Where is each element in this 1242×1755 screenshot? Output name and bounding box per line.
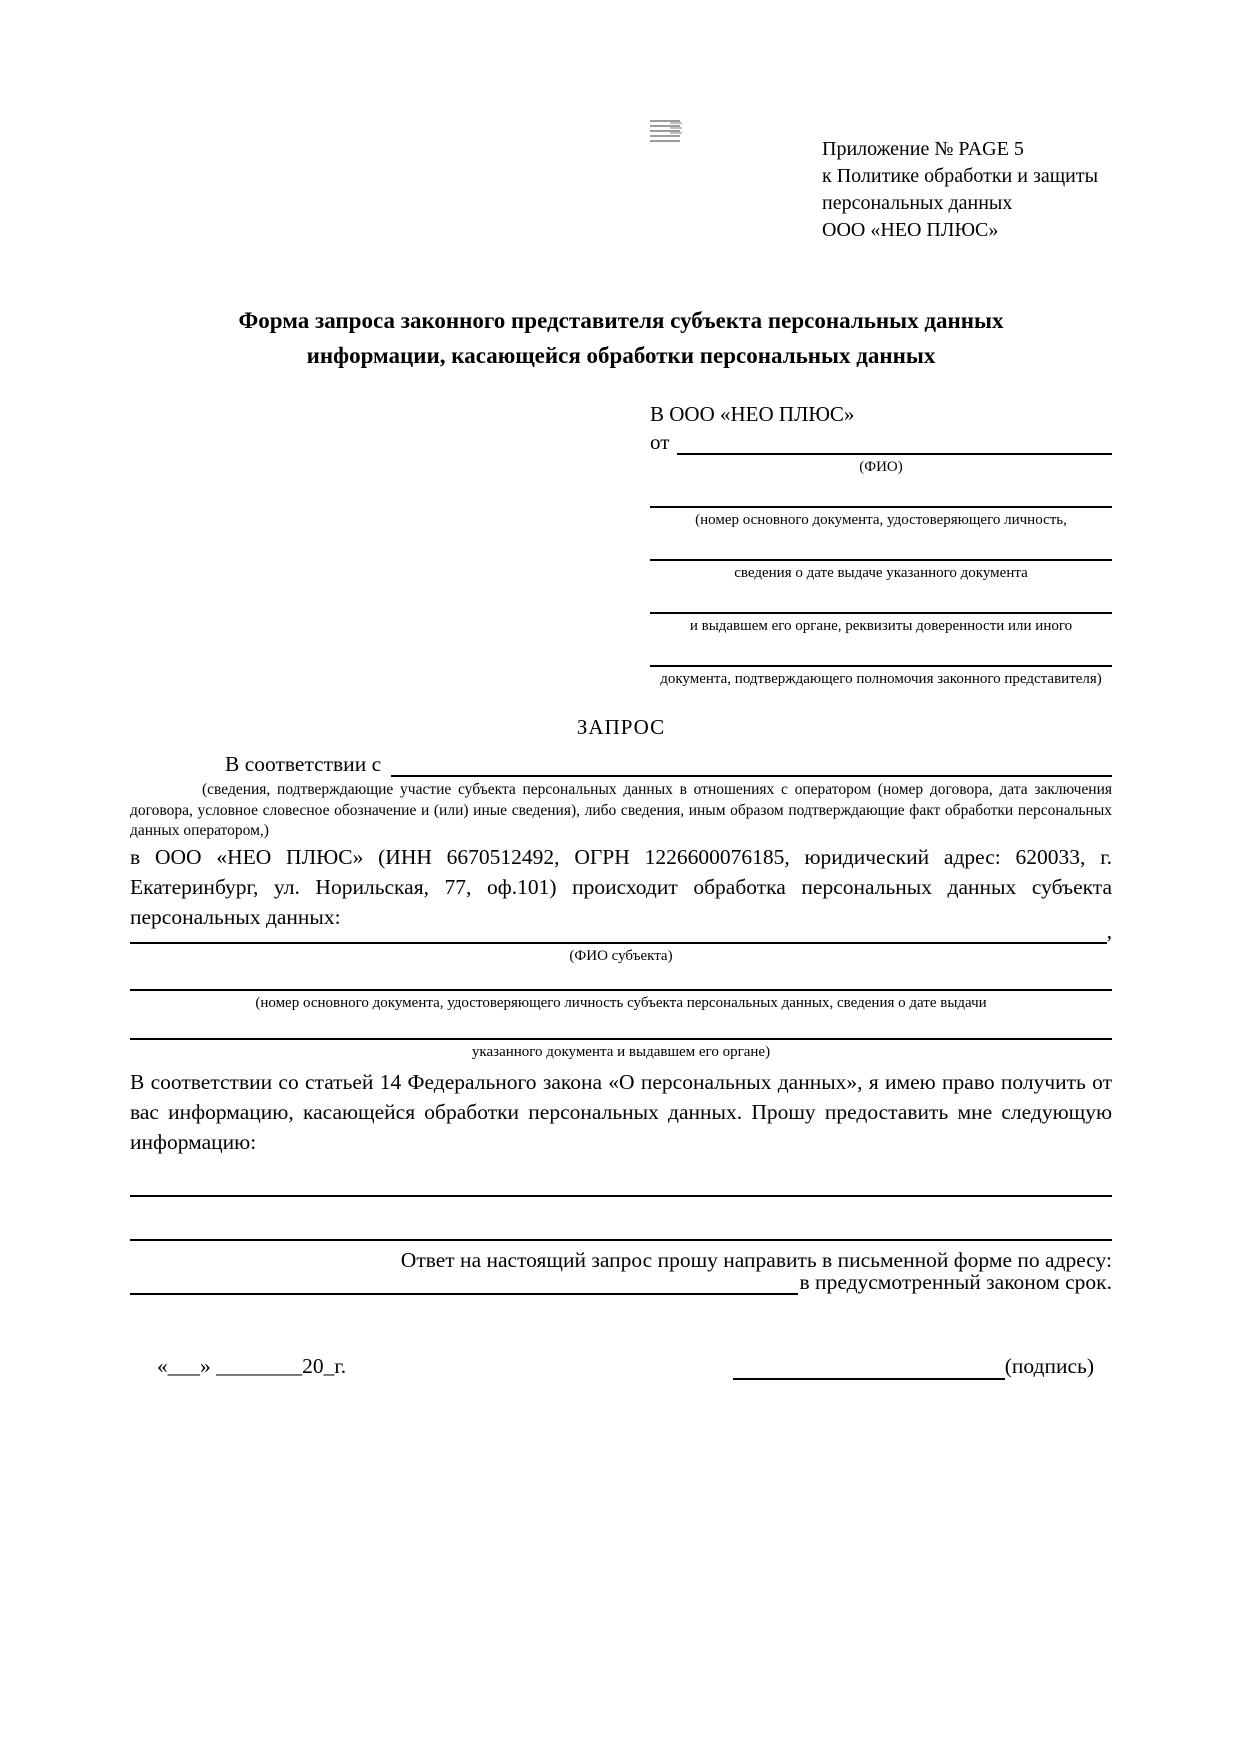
answer-instruction: Ответ на настоящий запрос прошу направить в письменной форме по адресу: [400,1247,1112,1272]
answer-address-row [130,1269,1112,1295]
subject-fio-caption: (ФИО субъекта) [569,947,673,964]
intro-label: В соответствии с [225,752,382,776]
addressee-block [650,400,1112,688]
representative-doc-caption-4: документа, подтверждающего полномочия законного представителя) [660,671,1102,687]
intro-row [130,752,1112,777]
fio-caption: (ФИО) [859,459,903,475]
representative-doc-caption-2: сведения о дате выдаче указанного документа [734,565,1028,581]
subject-fio-row [130,918,1112,944]
answer-address-blank[interactable] [130,1293,798,1295]
from-fio-blank[interactable] [677,453,1112,455]
signature-blank[interactable] [733,1356,1005,1380]
subject-doc-blank-1[interactable] [130,967,1112,991]
from-label: от [650,430,670,454]
representative-doc-caption-3: и выдавшем его органе, реквизиты доверенности или иного [689,618,1073,634]
answer-suffix: в предусмотренный законом срок. [799,1269,1112,1294]
subject-doc-caption-2: указанного документа и выдавшем его органе) [471,1043,771,1060]
representative-doc-blank-1[interactable] [650,484,1112,508]
representative-doc-blank-2[interactable] [650,537,1112,561]
date-field[interactable]: «___» ________20_г. [157,1354,347,1378]
from-row [650,431,1112,455]
requested-info-blank-2[interactable] [130,1215,1112,1241]
form-title-line-2: информации, касающейся обработки персональных данных [306,343,936,368]
header-note-line-3: персональных данных [822,192,1013,214]
form-title [130,303,1112,373]
basis-blank[interactable] [391,775,1112,777]
embedded-object-icon [650,120,680,143]
subject-doc-caption-1: (номер основного документа, удостоверяющего личность субъекта персональных данных, сведения о дате выдачи [255,994,987,1011]
law-paragraph: В соответствии со статьей 14 Федерального закона «О персональных данных», я имею право получить от вас информацию, касающейся обработки персональных данных. Прошу предоставить мне следующую информацию: [130,1069,1112,1154]
representative-doc-blank-3[interactable] [650,590,1112,614]
addressee-to: В ООО «НЕО ПЛЮС» [650,402,855,426]
basis-fine-print: (сведения, подтверждающие участие субъекта персональных данных в отношениях с оператором (номер договора, дата заключения договора, условное словесное обозначение и (или) иные сведения), либо сведения, иным образом подтверждающие факт обработки персональных данных оператором,) [130,781,1112,839]
request-heading: ЗАПРОС [576,715,666,739]
request-body [130,714,1112,1295]
form-title-line-1: Форма запроса законного представителя субъекта персональных данных [238,308,1004,333]
subject-doc-blank-2[interactable] [130,1012,1112,1040]
signature-caption: (подпись) [1004,1354,1094,1378]
header-note-line-1: Приложение № PAGE 5 [822,138,1024,160]
subject-fio-comma: , [1106,918,1112,943]
representative-doc-blank-4[interactable] [650,643,1112,667]
requested-info-blank-1[interactable] [130,1171,1112,1197]
header-note-line-4: ООО «НЕО ПЛЮС» [822,219,999,241]
representative-doc-caption-1: (номер основного документа, удостоверяющего личность, [695,512,1067,528]
header-note [822,136,1098,244]
operator-paragraph: в ООО «НЕО ПЛЮС» (ИНН 6670512492, ОГРН 1226600076185, юридический адрес: 620033, г. Екатеринбург, ул. Норильская, 77, оф.101) происходит обработка персональных данных субъекта персональных данных: [130,844,1112,929]
subject-fio-blank[interactable] [130,942,1107,944]
header-note-line-2: к Политике обработки и защиты [822,165,1099,187]
footer-row [130,1352,1112,1380]
